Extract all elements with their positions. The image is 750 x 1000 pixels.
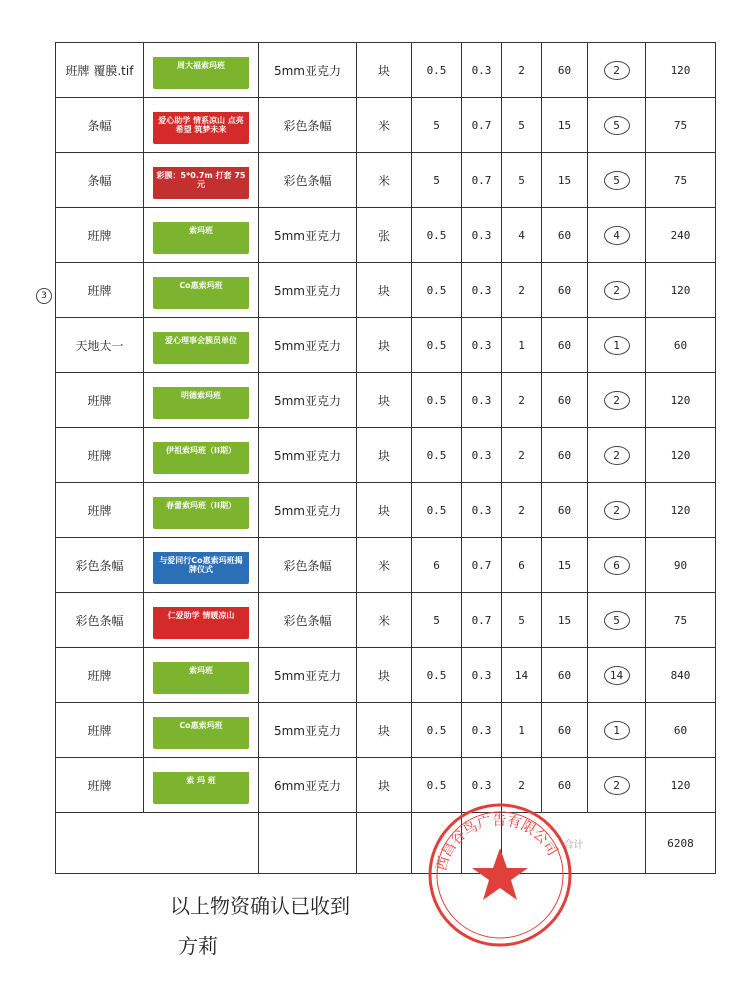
thumbnail-text: 与爱同行Co惠索玛班揭牌仪式 xyxy=(159,555,243,574)
item-length: 0.5 xyxy=(412,483,462,538)
item-unit: 块 xyxy=(357,758,412,813)
item-width: 0.7 xyxy=(462,593,502,648)
item-unit: 块 xyxy=(357,263,412,318)
item-count: 1 xyxy=(502,318,542,373)
thumbnail-header-strip xyxy=(153,654,249,662)
thumbnail-text: 索玛班 xyxy=(189,665,213,675)
item-check xyxy=(588,483,646,538)
item-thumbnail xyxy=(144,593,259,648)
thumbnail-header-strip xyxy=(153,324,249,332)
item-unit: 块 xyxy=(357,703,412,758)
item-length: 0.5 xyxy=(412,648,462,703)
item-name: 条幅 xyxy=(56,153,144,208)
empty-cell xyxy=(357,813,412,874)
item-check xyxy=(588,208,646,263)
item-material: 彩色条幅 xyxy=(259,538,357,593)
item-price: 15 xyxy=(542,593,588,648)
item-check xyxy=(588,758,646,813)
thumbnail-text: 春蕾索玛班（II期） xyxy=(166,500,236,510)
item-count: 2 xyxy=(502,43,542,98)
item-material: 彩色条幅 xyxy=(259,98,357,153)
item-thumbnail xyxy=(144,263,259,318)
item-count: 5 xyxy=(502,593,542,648)
item-unit: 块 xyxy=(357,318,412,373)
thumbnail-header-strip xyxy=(153,159,249,167)
item-thumbnail xyxy=(144,648,259,703)
item-thumbnail xyxy=(144,538,259,593)
total-label: 合计 xyxy=(502,813,646,874)
inventory-table xyxy=(55,42,716,874)
item-count: 2 xyxy=(502,428,542,483)
thumbnail-text: 索玛班 xyxy=(189,225,213,235)
checked-quantity: 4 xyxy=(604,226,630,245)
item-check xyxy=(588,263,646,318)
item-amount: 120 xyxy=(646,43,716,98)
item-thumbnail xyxy=(144,318,259,373)
inventory-table-wrapper xyxy=(55,42,705,874)
item-check xyxy=(588,43,646,98)
thumbnail-text: 周大福索玛班 xyxy=(177,60,225,70)
item-length: 0.5 xyxy=(412,208,462,263)
item-count: 14 xyxy=(502,648,542,703)
table-body xyxy=(56,43,716,813)
table-row xyxy=(56,98,716,153)
checked-quantity: 1 xyxy=(604,336,630,355)
item-unit: 张 xyxy=(357,208,412,263)
checked-quantity: 5 xyxy=(604,116,630,135)
thumbnail-text: 索 玛 班 xyxy=(186,775,216,785)
item-length: 5 xyxy=(412,153,462,208)
thumbnail-image xyxy=(153,104,249,144)
checked-quantity: 6 xyxy=(604,556,630,575)
item-width: 0.3 xyxy=(462,703,502,758)
item-count: 2 xyxy=(502,373,542,428)
item-amount: 60 xyxy=(646,703,716,758)
thumbnail-image xyxy=(153,544,249,584)
item-material: 5mm亚克力 xyxy=(259,483,357,538)
checked-quantity: 2 xyxy=(604,501,630,520)
item-count: 4 xyxy=(502,208,542,263)
item-price: 15 xyxy=(542,153,588,208)
item-check xyxy=(588,648,646,703)
item-price: 60 xyxy=(542,373,588,428)
item-unit: 块 xyxy=(357,483,412,538)
item-price: 60 xyxy=(542,318,588,373)
thumbnail-header-strip xyxy=(153,49,249,57)
item-count: 5 xyxy=(502,98,542,153)
item-price: 60 xyxy=(542,263,588,318)
thumbnail-text: Co惠索玛班 xyxy=(179,720,223,730)
checked-quantity: 2 xyxy=(604,446,630,465)
table-row xyxy=(56,483,716,538)
item-count: 2 xyxy=(502,263,542,318)
item-amount: 90 xyxy=(646,538,716,593)
item-width: 0.3 xyxy=(462,318,502,373)
thumbnail-image xyxy=(153,324,249,364)
thumbnail-image xyxy=(153,764,249,804)
checked-quantity: 2 xyxy=(604,776,630,795)
item-material: 5mm亚克力 xyxy=(259,43,357,98)
side-circle-mark: 3 xyxy=(36,288,52,304)
thumbnail-text: 彩膜：5*0.7m 打套 75元 xyxy=(156,170,246,189)
item-name: 班牌 覆膜.tif xyxy=(56,43,144,98)
table-row xyxy=(56,593,716,648)
item-check xyxy=(588,593,646,648)
thumbnail-header-strip xyxy=(153,269,249,277)
item-amount: 75 xyxy=(646,593,716,648)
item-name: 班牌 xyxy=(56,208,144,263)
thumbnail-image xyxy=(153,654,249,694)
thumbnail-header-strip xyxy=(153,599,249,607)
item-name: 彩色条幅 xyxy=(56,538,144,593)
item-check xyxy=(588,538,646,593)
item-name: 班牌 xyxy=(56,428,144,483)
item-thumbnail xyxy=(144,758,259,813)
item-amount: 75 xyxy=(646,98,716,153)
item-length: 0.5 xyxy=(412,373,462,428)
item-unit: 块 xyxy=(357,373,412,428)
item-width: 0.3 xyxy=(462,428,502,483)
total-row xyxy=(56,813,716,874)
thumbnail-image xyxy=(153,379,249,419)
checked-quantity: 5 xyxy=(604,611,630,630)
thumbnail-image xyxy=(153,214,249,254)
item-length: 0.5 xyxy=(412,263,462,318)
item-material: 5mm亚克力 xyxy=(259,703,357,758)
item-length: 5 xyxy=(412,98,462,153)
item-material: 5mm亚克力 xyxy=(259,208,357,263)
thumbnail-header-strip xyxy=(153,489,249,497)
item-count: 2 xyxy=(502,483,542,538)
total-amount: 6208 xyxy=(646,813,716,874)
checked-quantity: 5 xyxy=(604,171,630,190)
item-width: 0.3 xyxy=(462,483,502,538)
item-count: 5 xyxy=(502,153,542,208)
thumbnail-image xyxy=(153,49,249,89)
item-material: 彩色条幅 xyxy=(259,153,357,208)
thumbnail-text: 爱心助学 情系凉山 点亮希望 筑梦未来 xyxy=(158,115,244,134)
item-name: 班牌 xyxy=(56,648,144,703)
checked-quantity: 14 xyxy=(604,666,630,685)
thumbnail-header-strip xyxy=(153,434,249,442)
item-material: 彩色条幅 xyxy=(259,593,357,648)
total-label-cell xyxy=(56,813,259,874)
item-unit: 米 xyxy=(357,98,412,153)
item-unit: 米 xyxy=(357,153,412,208)
item-width: 0.7 xyxy=(462,153,502,208)
item-thumbnail xyxy=(144,208,259,263)
item-price: 60 xyxy=(542,758,588,813)
item-width: 0.3 xyxy=(462,263,502,318)
item-count: 1 xyxy=(502,703,542,758)
item-thumbnail xyxy=(144,428,259,483)
table-row xyxy=(56,153,716,208)
item-material: 5mm亚克力 xyxy=(259,373,357,428)
item-amount: 840 xyxy=(646,648,716,703)
item-amount: 60 xyxy=(646,318,716,373)
thumbnail-image xyxy=(153,489,249,529)
item-thumbnail xyxy=(144,373,259,428)
table-row xyxy=(56,263,716,318)
item-name: 班牌 xyxy=(56,263,144,318)
item-unit: 块 xyxy=(357,43,412,98)
item-material: 5mm亚克力 xyxy=(259,263,357,318)
item-length: 6 xyxy=(412,538,462,593)
item-length: 0.5 xyxy=(412,703,462,758)
table-row xyxy=(56,428,716,483)
item-amount: 120 xyxy=(646,263,716,318)
item-price: 60 xyxy=(542,428,588,483)
item-thumbnail xyxy=(144,483,259,538)
item-name: 班牌 xyxy=(56,373,144,428)
item-name: 条幅 xyxy=(56,98,144,153)
table-row xyxy=(56,318,716,373)
item-price: 15 xyxy=(542,538,588,593)
empty-cell xyxy=(259,813,357,874)
thumbnail-header-strip xyxy=(153,104,249,112)
item-unit: 块 xyxy=(357,648,412,703)
item-width: 0.3 xyxy=(462,373,502,428)
item-amount: 120 xyxy=(646,758,716,813)
thumbnail-text: 明德索玛班 xyxy=(181,390,221,400)
thumbnail-header-strip xyxy=(153,214,249,222)
item-width: 0.3 xyxy=(462,43,502,98)
item-price: 60 xyxy=(542,648,588,703)
thumbnail-image xyxy=(153,709,249,749)
item-thumbnail xyxy=(144,153,259,208)
item-count: 2 xyxy=(502,758,542,813)
item-price: 60 xyxy=(542,208,588,263)
thumbnail-header-strip xyxy=(153,764,249,772)
item-count: 6 xyxy=(502,538,542,593)
item-check xyxy=(588,703,646,758)
item-material: 5mm亚克力 xyxy=(259,318,357,373)
item-material: 5mm亚克力 xyxy=(259,648,357,703)
item-price: 60 xyxy=(542,703,588,758)
item-width: 0.3 xyxy=(462,208,502,263)
thumbnail-text: 仁爱助学 情暖凉山 xyxy=(167,610,235,620)
checked-quantity: 2 xyxy=(604,61,630,80)
thumbnail-header-strip xyxy=(153,709,249,717)
item-width: 0.3 xyxy=(462,648,502,703)
table-row xyxy=(56,758,716,813)
item-amount: 120 xyxy=(646,483,716,538)
table-row xyxy=(56,373,716,428)
item-unit: 米 xyxy=(357,538,412,593)
thumbnail-text: 爱心理事会簇员单位 xyxy=(165,335,237,345)
item-length: 0.5 xyxy=(412,758,462,813)
table-row xyxy=(56,538,716,593)
item-amount: 120 xyxy=(646,373,716,428)
item-check xyxy=(588,318,646,373)
item-amount: 120 xyxy=(646,428,716,483)
item-price: 60 xyxy=(542,483,588,538)
table-row xyxy=(56,43,716,98)
item-width: 0.3 xyxy=(462,758,502,813)
thumbnail-image xyxy=(153,269,249,309)
item-unit: 块 xyxy=(357,428,412,483)
item-width: 0.7 xyxy=(462,98,502,153)
item-length: 0.5 xyxy=(412,318,462,373)
item-check xyxy=(588,428,646,483)
item-amount: 240 xyxy=(646,208,716,263)
thumbnail-image xyxy=(153,159,249,199)
item-check xyxy=(588,153,646,208)
item-length: 5 xyxy=(412,593,462,648)
item-amount: 75 xyxy=(646,153,716,208)
item-material: 5mm亚克力 xyxy=(259,428,357,483)
handwritten-note: 以上物资确认已收到 xyxy=(170,894,350,918)
item-thumbnail xyxy=(144,703,259,758)
thumbnail-image xyxy=(153,434,249,474)
company-seal xyxy=(425,800,575,950)
thumbnail-text: 伊祖索玛班（II期） xyxy=(166,445,236,455)
item-name: 彩色条幅 xyxy=(56,593,144,648)
checked-quantity: 2 xyxy=(604,391,630,410)
table-row xyxy=(56,648,716,703)
svg-text:西昌谷鸟广告有限公司: 西昌谷鸟广告有限公司 xyxy=(433,812,561,873)
item-price: 15 xyxy=(542,98,588,153)
table-row xyxy=(56,703,716,758)
table-row xyxy=(56,208,716,263)
item-name: 班牌 xyxy=(56,483,144,538)
item-width: 0.7 xyxy=(462,538,502,593)
item-length: 0.5 xyxy=(412,43,462,98)
thumbnail-text: Co惠索玛班 xyxy=(179,280,223,290)
thumbnail-header-strip xyxy=(153,544,249,552)
item-length: 0.5 xyxy=(412,428,462,483)
item-material: 6mm亚克力 xyxy=(259,758,357,813)
item-name: 班牌 xyxy=(56,758,144,813)
item-thumbnail xyxy=(144,43,259,98)
item-thumbnail xyxy=(144,98,259,153)
thumbnail-image xyxy=(153,599,249,639)
item-unit: 米 xyxy=(357,593,412,648)
item-check xyxy=(588,373,646,428)
item-check xyxy=(588,98,646,153)
checked-quantity: 1 xyxy=(604,721,630,740)
item-name: 天地太一 xyxy=(56,318,144,373)
checked-quantity: 2 xyxy=(604,281,630,300)
item-price: 60 xyxy=(542,43,588,98)
item-name: 班牌 xyxy=(56,703,144,758)
handwritten-signature: 方莉 xyxy=(178,934,218,958)
thumbnail-header-strip xyxy=(153,379,249,387)
